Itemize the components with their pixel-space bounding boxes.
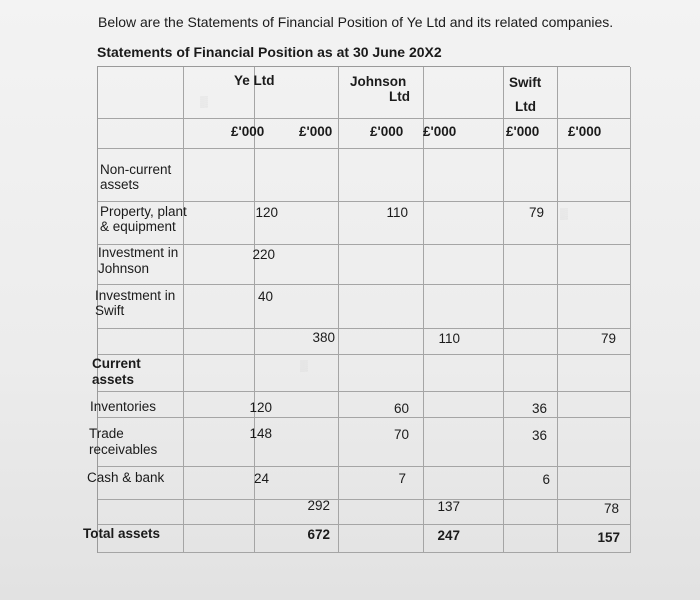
unit-label: £'000	[299, 124, 333, 139]
bleed-through-mark: ▒	[560, 208, 568, 220]
swift-ltd-header: Swift	[509, 75, 542, 90]
unit-label: £'000	[370, 124, 404, 139]
johnson-ltd-header-line2: Ltd	[389, 89, 410, 104]
value-cell: 120	[255, 205, 278, 220]
row-label: Cash & bank	[87, 470, 165, 485]
grid-line	[98, 328, 630, 329]
row-label: Investment in	[95, 288, 176, 303]
ye-ltd-header: Ye Ltd	[234, 73, 275, 88]
value-cell: 148	[249, 426, 272, 441]
value-cell: 36	[531, 401, 547, 416]
value-cell: 6	[542, 472, 550, 487]
grid-line	[338, 67, 339, 553]
row-label: assets	[92, 372, 135, 387]
row-label: Johnson	[98, 261, 150, 276]
grid-line	[98, 552, 630, 553]
value-cell: 24	[253, 471, 269, 486]
unit-label: £'000	[568, 124, 602, 139]
grid-line	[98, 201, 630, 202]
value-cell: 110	[386, 205, 408, 220]
value-cell: 70	[393, 427, 409, 442]
grid-line	[98, 391, 630, 392]
statement-heading: Statements of Financial Position as at 30 June 20X2	[97, 44, 442, 60]
row-label: receivables	[89, 442, 158, 457]
value-cell: 36	[531, 428, 547, 443]
row-label: Inventories	[90, 399, 157, 414]
value-cell: 7	[398, 471, 406, 486]
grid-line	[630, 67, 631, 553]
value-cell: 79	[600, 331, 616, 346]
value-cell: 380	[312, 330, 335, 345]
value-cell: 157	[597, 530, 620, 545]
row-label: Property, plant	[100, 204, 187, 219]
grid-line	[98, 499, 630, 500]
intro-text: Below are the Statements of Financial Position of Ye Ltd and its related companies.	[98, 14, 614, 30]
grid-line	[183, 67, 184, 553]
value-cell: 292	[307, 498, 330, 513]
grid-line	[98, 466, 630, 467]
row-label: assets	[100, 177, 140, 192]
value-cell: 40	[257, 289, 273, 304]
grid-line	[98, 148, 630, 149]
value-cell: 120	[249, 400, 272, 415]
johnson-ltd-header: Johnson	[350, 74, 407, 89]
row-label: Swift	[95, 303, 125, 318]
grid-line	[98, 284, 630, 285]
row-label: & equipment	[100, 219, 176, 234]
grid-line	[98, 118, 630, 119]
grid-line	[98, 417, 630, 418]
unit-label: £'000	[506, 124, 540, 139]
unit-label: £'000	[423, 124, 457, 139]
value-cell: 60	[393, 401, 409, 416]
grid-line	[98, 354, 630, 355]
row-label: Trade	[89, 426, 124, 441]
row-label: Total assets	[83, 526, 161, 541]
swift-ltd-header-line2: Ltd	[515, 99, 536, 114]
bleed-through-mark: ▒	[200, 96, 208, 108]
value-cell: 137	[437, 499, 460, 514]
value-cell: 78	[603, 501, 619, 516]
grid-line	[557, 67, 558, 553]
value-cell: 247	[437, 528, 460, 543]
grid-line	[503, 67, 504, 553]
value-cell: 110	[438, 331, 460, 346]
financial-position-table	[83, 66, 630, 553]
grid-line	[98, 524, 630, 525]
unit-label: £'000	[231, 124, 265, 139]
value-cell: 220	[252, 247, 275, 262]
value-cell: 79	[528, 205, 544, 220]
row-label: Current	[92, 356, 141, 371]
bleed-through-mark: ▒	[300, 360, 308, 372]
row-label: Investment in	[98, 245, 179, 260]
row-label: Non-current	[100, 162, 172, 177]
value-cell: 672	[307, 527, 330, 542]
